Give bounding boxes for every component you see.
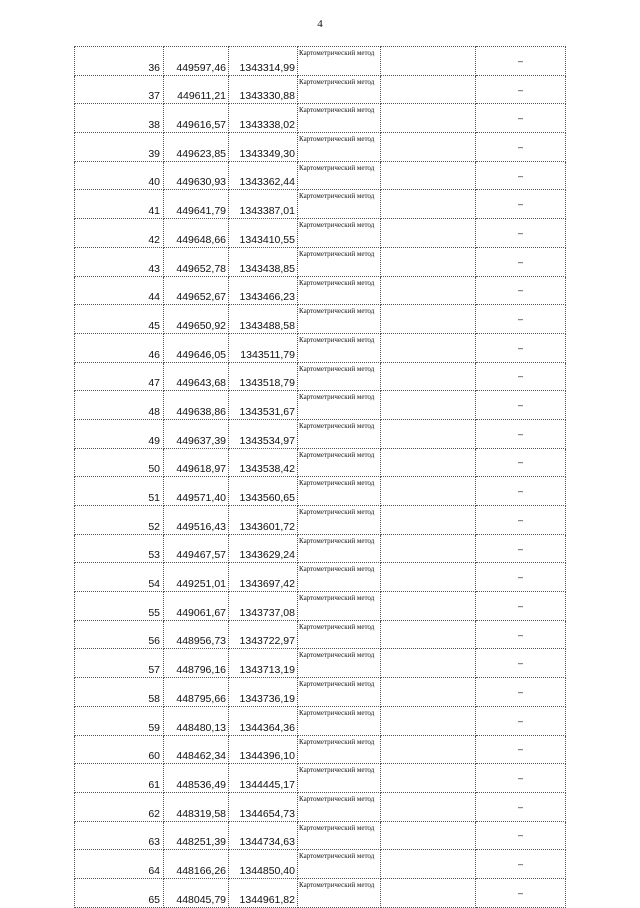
y-coordinate-cell: 1343362,44 [229,161,298,190]
point-number-cell: 54 [75,563,164,592]
table-row [75,592,566,621]
x-coordinate-cell: 449251,01 [164,563,229,592]
method-cell: Картометрический метод [298,276,381,305]
x-coordinate-cell: 448956,73 [164,620,229,649]
error-cell: – [476,620,566,649]
table-row [75,362,566,391]
empty-cell [381,477,476,506]
table-row [75,333,566,362]
point-number-cell: 49 [75,419,164,448]
table-row [75,878,566,907]
point-number-cell: 62 [75,792,164,821]
method-cell: Картометрический метод [298,620,381,649]
table-row [75,75,566,104]
point-number-cell: 45 [75,305,164,334]
y-coordinate-cell: 1344850,40 [229,850,298,879]
point-number-cell: 41 [75,190,164,219]
x-coordinate-cell: 449616,57 [164,104,229,133]
error-cell: – [476,821,566,850]
table-row [75,620,566,649]
x-coordinate-cell: 449648,66 [164,219,229,248]
error-cell: – [476,563,566,592]
table-row [75,276,566,305]
table-row [75,247,566,276]
point-number-cell: 63 [75,821,164,850]
x-coordinate-cell: 449516,43 [164,506,229,535]
y-coordinate-cell: 1344396,10 [229,735,298,764]
error-cell: – [476,506,566,535]
empty-cell [381,247,476,276]
point-number-cell: 52 [75,506,164,535]
table-row [75,792,566,821]
method-cell: Картометрический метод [298,448,381,477]
empty-cell [381,706,476,735]
error-cell: – [476,850,566,879]
method-cell: Картометрический метод [298,534,381,563]
point-number-cell: 43 [75,247,164,276]
method-cell: Картометрический метод [298,305,381,334]
y-coordinate-cell: 1343713,19 [229,649,298,678]
error-cell: – [476,305,566,334]
table-row [75,219,566,248]
error-cell: – [476,362,566,391]
x-coordinate-cell: 449652,78 [164,247,229,276]
error-cell: – [476,161,566,190]
y-coordinate-cell: 1343629,24 [229,534,298,563]
x-coordinate-cell: 449650,92 [164,305,229,334]
empty-cell [381,47,476,76]
x-coordinate-cell: 449637,39 [164,419,229,448]
error-cell: – [476,419,566,448]
y-coordinate-cell: 1343438,85 [229,247,298,276]
table-row [75,821,566,850]
method-cell: Картометрический метод [298,764,381,793]
x-coordinate-cell: 448795,66 [164,678,229,707]
empty-cell [381,764,476,793]
x-coordinate-cell: 449571,40 [164,477,229,506]
method-cell: Картометрический метод [298,190,381,219]
page-number: 4 [317,18,323,30]
point-number-cell: 38 [75,104,164,133]
method-cell: Картометрический метод [298,649,381,678]
x-coordinate-cell: 449630,93 [164,161,229,190]
method-cell: Картометрический метод [298,735,381,764]
x-coordinate-cell: 449638,86 [164,391,229,420]
method-cell: Картометрический метод [298,706,381,735]
table-row [75,448,566,477]
empty-cell [381,678,476,707]
point-number-cell: 59 [75,706,164,735]
method-cell: Картометрический метод [298,850,381,879]
method-cell: Картометрический метод [298,104,381,133]
error-cell: – [476,133,566,162]
empty-cell [381,620,476,649]
method-cell: Картометрический метод [298,506,381,535]
x-coordinate-cell: 449652,67 [164,276,229,305]
table-row [75,104,566,133]
empty-cell [381,391,476,420]
error-cell: – [476,276,566,305]
y-coordinate-cell: 1343349,30 [229,133,298,162]
error-cell: – [476,219,566,248]
point-number-cell: 50 [75,448,164,477]
method-cell: Картометрический метод [298,563,381,592]
error-cell: – [476,764,566,793]
error-cell: – [476,649,566,678]
empty-cell [381,333,476,362]
error-cell: – [476,792,566,821]
x-coordinate-cell: 449618,97 [164,448,229,477]
empty-cell [381,821,476,850]
empty-cell [381,75,476,104]
empty-cell [381,190,476,219]
table-row [75,506,566,535]
error-cell: – [476,735,566,764]
empty-cell [381,534,476,563]
point-number-cell: 46 [75,333,164,362]
empty-cell [381,735,476,764]
empty-cell [381,506,476,535]
empty-cell [381,161,476,190]
y-coordinate-cell: 1343538,42 [229,448,298,477]
table-row [75,391,566,420]
empty-cell [381,219,476,248]
empty-cell [381,419,476,448]
x-coordinate-cell: 448251,39 [164,821,229,850]
error-cell: – [476,190,566,219]
y-coordinate-cell: 1343560,65 [229,477,298,506]
point-number-cell: 36 [75,47,164,76]
table-row [75,477,566,506]
point-number-cell: 58 [75,678,164,707]
point-number-cell: 42 [75,219,164,248]
table-row [75,706,566,735]
empty-cell [381,792,476,821]
y-coordinate-cell: 1343736,19 [229,678,298,707]
error-cell: – [476,448,566,477]
point-number-cell: 55 [75,592,164,621]
y-coordinate-cell: 1343314,99 [229,47,298,76]
y-coordinate-cell: 1343387,01 [229,190,298,219]
point-number-cell: 64 [75,850,164,879]
empty-cell [381,878,476,907]
empty-cell [381,850,476,879]
point-number-cell: 39 [75,133,164,162]
method-cell: Картометрический метод [298,821,381,850]
y-coordinate-cell: 1343466,23 [229,276,298,305]
y-coordinate-cell: 1343534,97 [229,419,298,448]
error-cell: – [476,706,566,735]
coordinates-table [74,46,566,908]
y-coordinate-cell: 1343601,72 [229,506,298,535]
y-coordinate-cell: 1343511,79 [229,333,298,362]
empty-cell [381,305,476,334]
empty-cell [381,563,476,592]
point-number-cell: 40 [75,161,164,190]
empty-cell [381,362,476,391]
x-coordinate-cell: 449641,79 [164,190,229,219]
method-cell: Картометрический метод [298,878,381,907]
x-coordinate-cell: 448462,34 [164,735,229,764]
method-cell: Картометрический метод [298,792,381,821]
method-cell: Картометрический метод [298,362,381,391]
y-coordinate-cell: 1343737,08 [229,592,298,621]
table-row [75,764,566,793]
method-cell: Картометрический метод [298,133,381,162]
error-cell: – [476,104,566,133]
table-row [75,133,566,162]
x-coordinate-cell: 448319,58 [164,792,229,821]
x-coordinate-cell: 449611,21 [164,75,229,104]
point-number-cell: 53 [75,534,164,563]
error-cell: – [476,878,566,907]
x-coordinate-cell: 449643,68 [164,362,229,391]
error-cell: – [476,678,566,707]
table-row [75,678,566,707]
table-row [75,735,566,764]
coordinates-table-body [75,47,566,908]
table-row [75,649,566,678]
y-coordinate-cell: 1343722,97 [229,620,298,649]
y-coordinate-cell: 1343531,67 [229,391,298,420]
y-coordinate-cell: 1344364,36 [229,706,298,735]
error-cell: – [476,391,566,420]
error-cell: – [476,247,566,276]
x-coordinate-cell: 449467,57 [164,534,229,563]
empty-cell [381,448,476,477]
x-coordinate-cell: 448166,26 [164,850,229,879]
error-cell: – [476,592,566,621]
error-cell: – [476,534,566,563]
point-number-cell: 65 [75,878,164,907]
y-coordinate-cell: 1343488,58 [229,305,298,334]
y-coordinate-cell: 1343697,42 [229,563,298,592]
y-coordinate-cell: 1343338,02 [229,104,298,133]
point-number-cell: 57 [75,649,164,678]
x-coordinate-cell: 449061,67 [164,592,229,621]
y-coordinate-cell: 1344734,63 [229,821,298,850]
method-cell: Картометрический метод [298,47,381,76]
x-coordinate-cell: 449646,05 [164,333,229,362]
y-coordinate-cell: 1344654,73 [229,792,298,821]
method-cell: Картометрический метод [298,419,381,448]
point-number-cell: 51 [75,477,164,506]
point-number-cell: 60 [75,735,164,764]
point-number-cell: 48 [75,391,164,420]
empty-cell [381,104,476,133]
error-cell: – [476,477,566,506]
y-coordinate-cell: 1343410,55 [229,219,298,248]
x-coordinate-cell: 449623,85 [164,133,229,162]
error-cell: – [476,75,566,104]
table-row [75,419,566,448]
y-coordinate-cell: 1343330,88 [229,75,298,104]
method-cell: Картометрический метод [298,333,381,362]
error-cell: – [476,333,566,362]
point-number-cell: 61 [75,764,164,793]
method-cell: Картометрический метод [298,592,381,621]
table-row [75,190,566,219]
y-coordinate-cell: 1344961,82 [229,878,298,907]
table-row [75,47,566,76]
table-row [75,850,566,879]
table-row [75,563,566,592]
y-coordinate-cell: 1344445,17 [229,764,298,793]
x-coordinate-cell: 448045,79 [164,878,229,907]
table-row [75,534,566,563]
point-number-cell: 47 [75,362,164,391]
method-cell: Картометрический метод [298,391,381,420]
empty-cell [381,592,476,621]
method-cell: Картометрический метод [298,477,381,506]
method-cell: Картометрический метод [298,161,381,190]
method-cell: Картометрический метод [298,75,381,104]
empty-cell [381,133,476,162]
point-number-cell: 37 [75,75,164,104]
table-row [75,161,566,190]
point-number-cell: 44 [75,276,164,305]
x-coordinate-cell: 448796,16 [164,649,229,678]
method-cell: Картометрический метод [298,219,381,248]
point-number-cell: 56 [75,620,164,649]
empty-cell [381,649,476,678]
empty-cell [381,276,476,305]
x-coordinate-cell: 449597,46 [164,47,229,76]
x-coordinate-cell: 448480,13 [164,706,229,735]
x-coordinate-cell: 448536,49 [164,764,229,793]
error-cell: – [476,47,566,76]
method-cell: Картометрический метод [298,678,381,707]
table-row [75,305,566,334]
method-cell: Картометрический метод [298,247,381,276]
y-coordinate-cell: 1343518,79 [229,362,298,391]
